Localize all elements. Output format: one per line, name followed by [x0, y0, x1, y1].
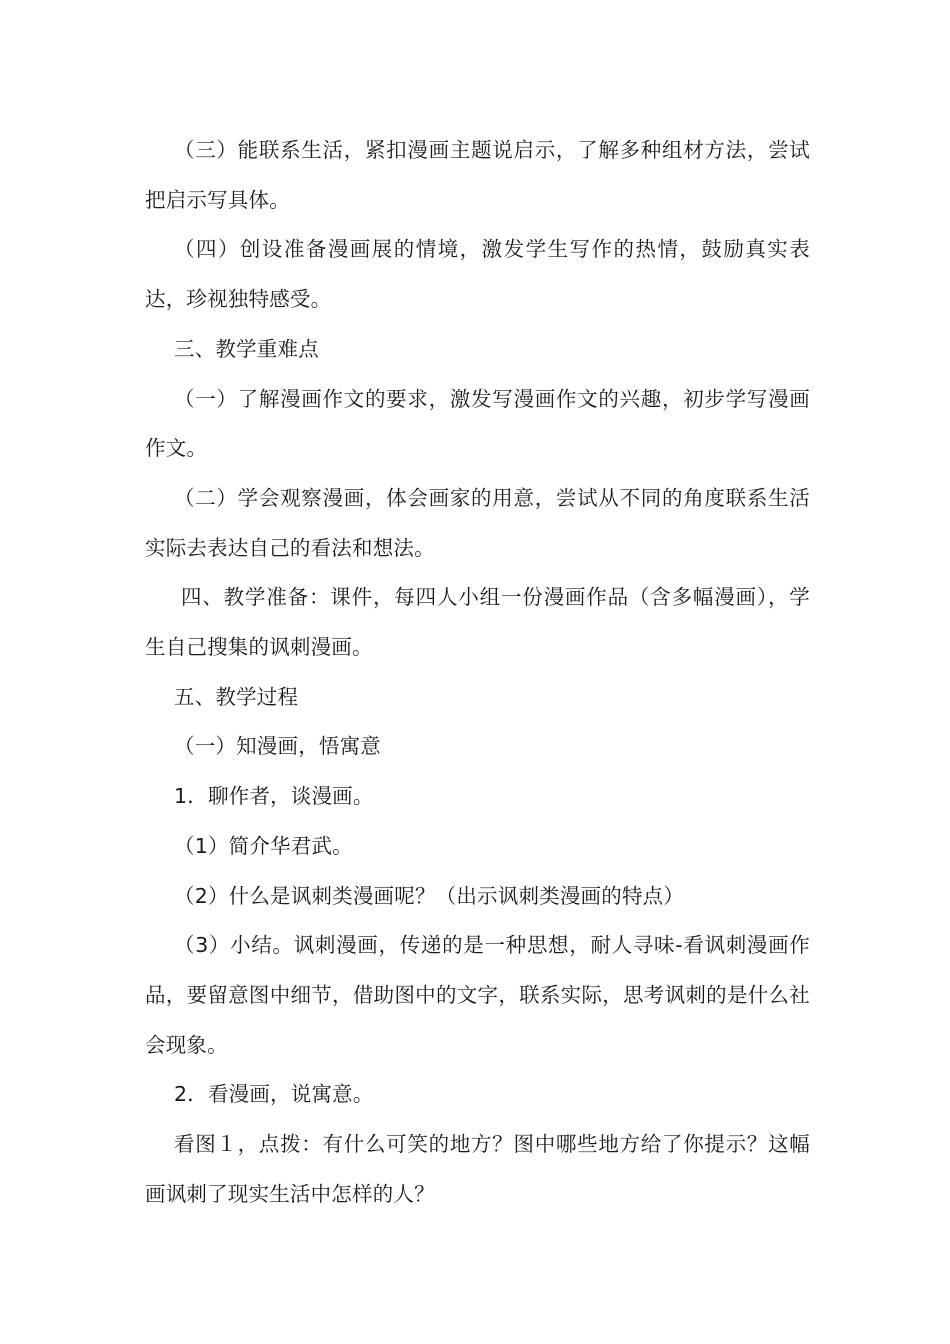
subheading-know-comics: （一）知漫画，悟寓意 — [174, 734, 381, 759]
paragraph-figure-1: 看图１，点拨：有什么可笑的地方？图中哪些地方给了你提示？这幅画讽刺了现实生活中怎样的人？ — [145, 1132, 810, 1206]
paragraph-objective-3: （三）能联系生活，紧扣漫画主题说启示，了解多种组材方法，尝试把启示写具体。 — [145, 138, 810, 212]
paragraph-preparation: 四、教学准备：课件，每四人小组一份漫画作品（含多幅漫画），学生自己搜集的讽刺漫画。 — [145, 585, 810, 660]
paragraph-difficulty-2: （二）学会观察漫画，体会画家的用意，尝试从不同的角度联系生活实际去表达自己的看法和想法。 — [145, 485, 810, 560]
document-body — [145, 126, 810, 1219]
step-1-item-1: （1）简介华君武。 — [174, 833, 353, 858]
heading-teaching-process: 五、教学过程 — [174, 684, 299, 709]
step-1: 1．聊作者，谈漫画。 — [174, 784, 374, 809]
paragraph-difficulty-1: （一）了解漫画作文的要求，激发写漫画作文的兴趣，初步学写漫画作文。 — [145, 386, 810, 461]
paragraph-objective-4: （四）创设准备漫画展的情境，激发学生写作的热情，鼓励真实表达，珍视独特感受。 — [145, 237, 810, 312]
step-1-item-3: （3）小结。讽刺漫画，传递的是一种思想，耐人寻味-看讽刺漫画作品，要留意图中细节，借助图中的文字，联系实际，思考讽刺的是什么社会现象。 — [145, 933, 810, 1057]
step-2: 2．看漫画，说寓意。 — [174, 1082, 374, 1107]
step-1-item-2: （2）什么是讽刺类漫画呢？（出示讽刺类漫画的特点） — [174, 883, 685, 908]
heading-key-difficulties: 三、教学重难点 — [174, 336, 319, 361]
